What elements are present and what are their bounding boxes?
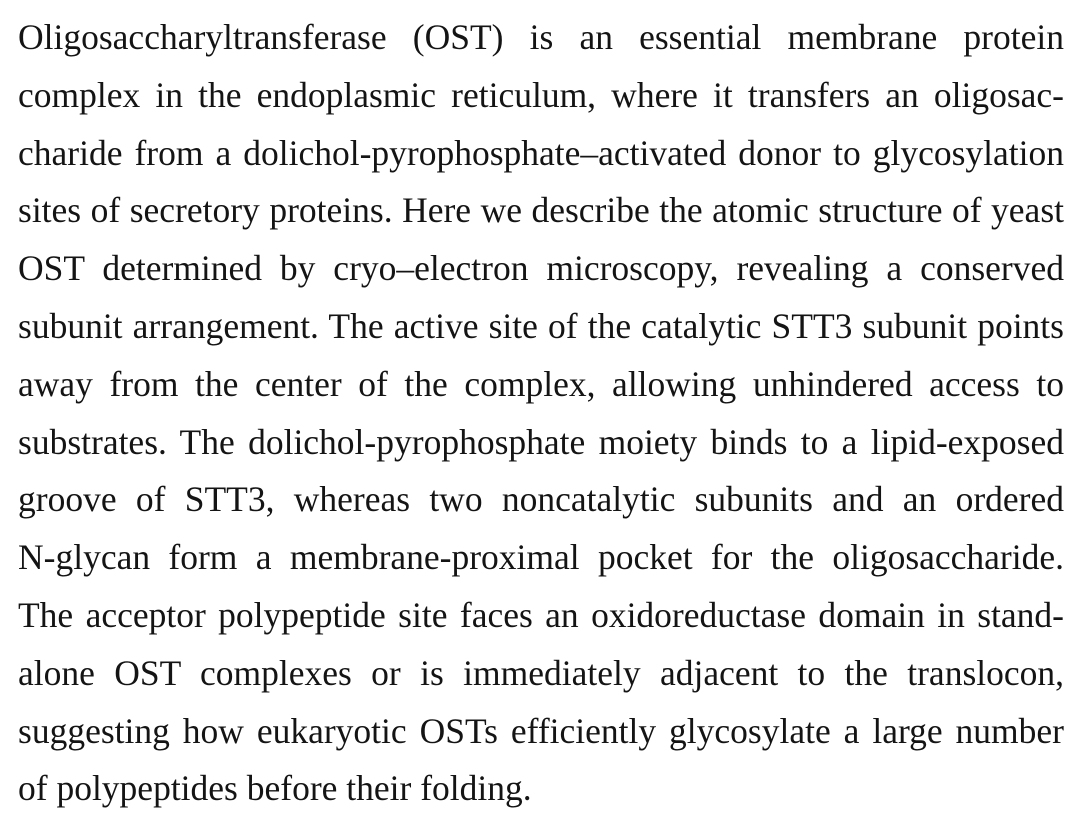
abstract-line-10: N-glycan form a membrane-proximal pocket for the oligosaccharide.	[18, 537, 1064, 578]
abstract-line-11: The acceptor polypeptide site faces an oxidoreductase domain in stand-	[18, 594, 1064, 635]
abstract-paragraph	[18, 9, 1064, 818]
abstract-line-12: alone OST complexes or is immediately adjacent to the translocon,	[18, 652, 1064, 693]
abstract-line-13: suggesting how eukaryotic OSTs efficiently glycosylate a large number	[18, 710, 1064, 751]
abstract-line-1: Oligosaccharyltransferase (OST) is an essential membrane protein	[18, 17, 1064, 57]
abstract-line-7: away from the center of the complex, allowing unhindered access to	[18, 363, 1064, 404]
abstract-line-9: groove of STT3, whereas two noncatalytic subunits and an ordered	[18, 479, 1064, 520]
abstract-line-6: subunit arrangement. The active site of the catalytic STT3 subunit points	[18, 305, 1064, 346]
abstract-line-3: charide from a dolichol-pyrophosphate–activated donor to glycosylation	[18, 132, 1064, 173]
abstract-line-14: of polypeptides before their folding.	[18, 768, 532, 809]
abstract-line-4: sites of secretory proteins. Here we describe the atomic structure of yeast	[18, 190, 1064, 231]
abstract-line-5: OST determined by cryo–electron microscopy, revealing a conserved	[18, 248, 1064, 289]
abstract-line-8: substrates. The dolichol-pyrophosphate moiety binds to a lipid-exposed	[18, 421, 1064, 462]
abstract-line-2: complex in the endoplasmic reticulum, where it transfers an oligosac-	[18, 74, 1064, 115]
